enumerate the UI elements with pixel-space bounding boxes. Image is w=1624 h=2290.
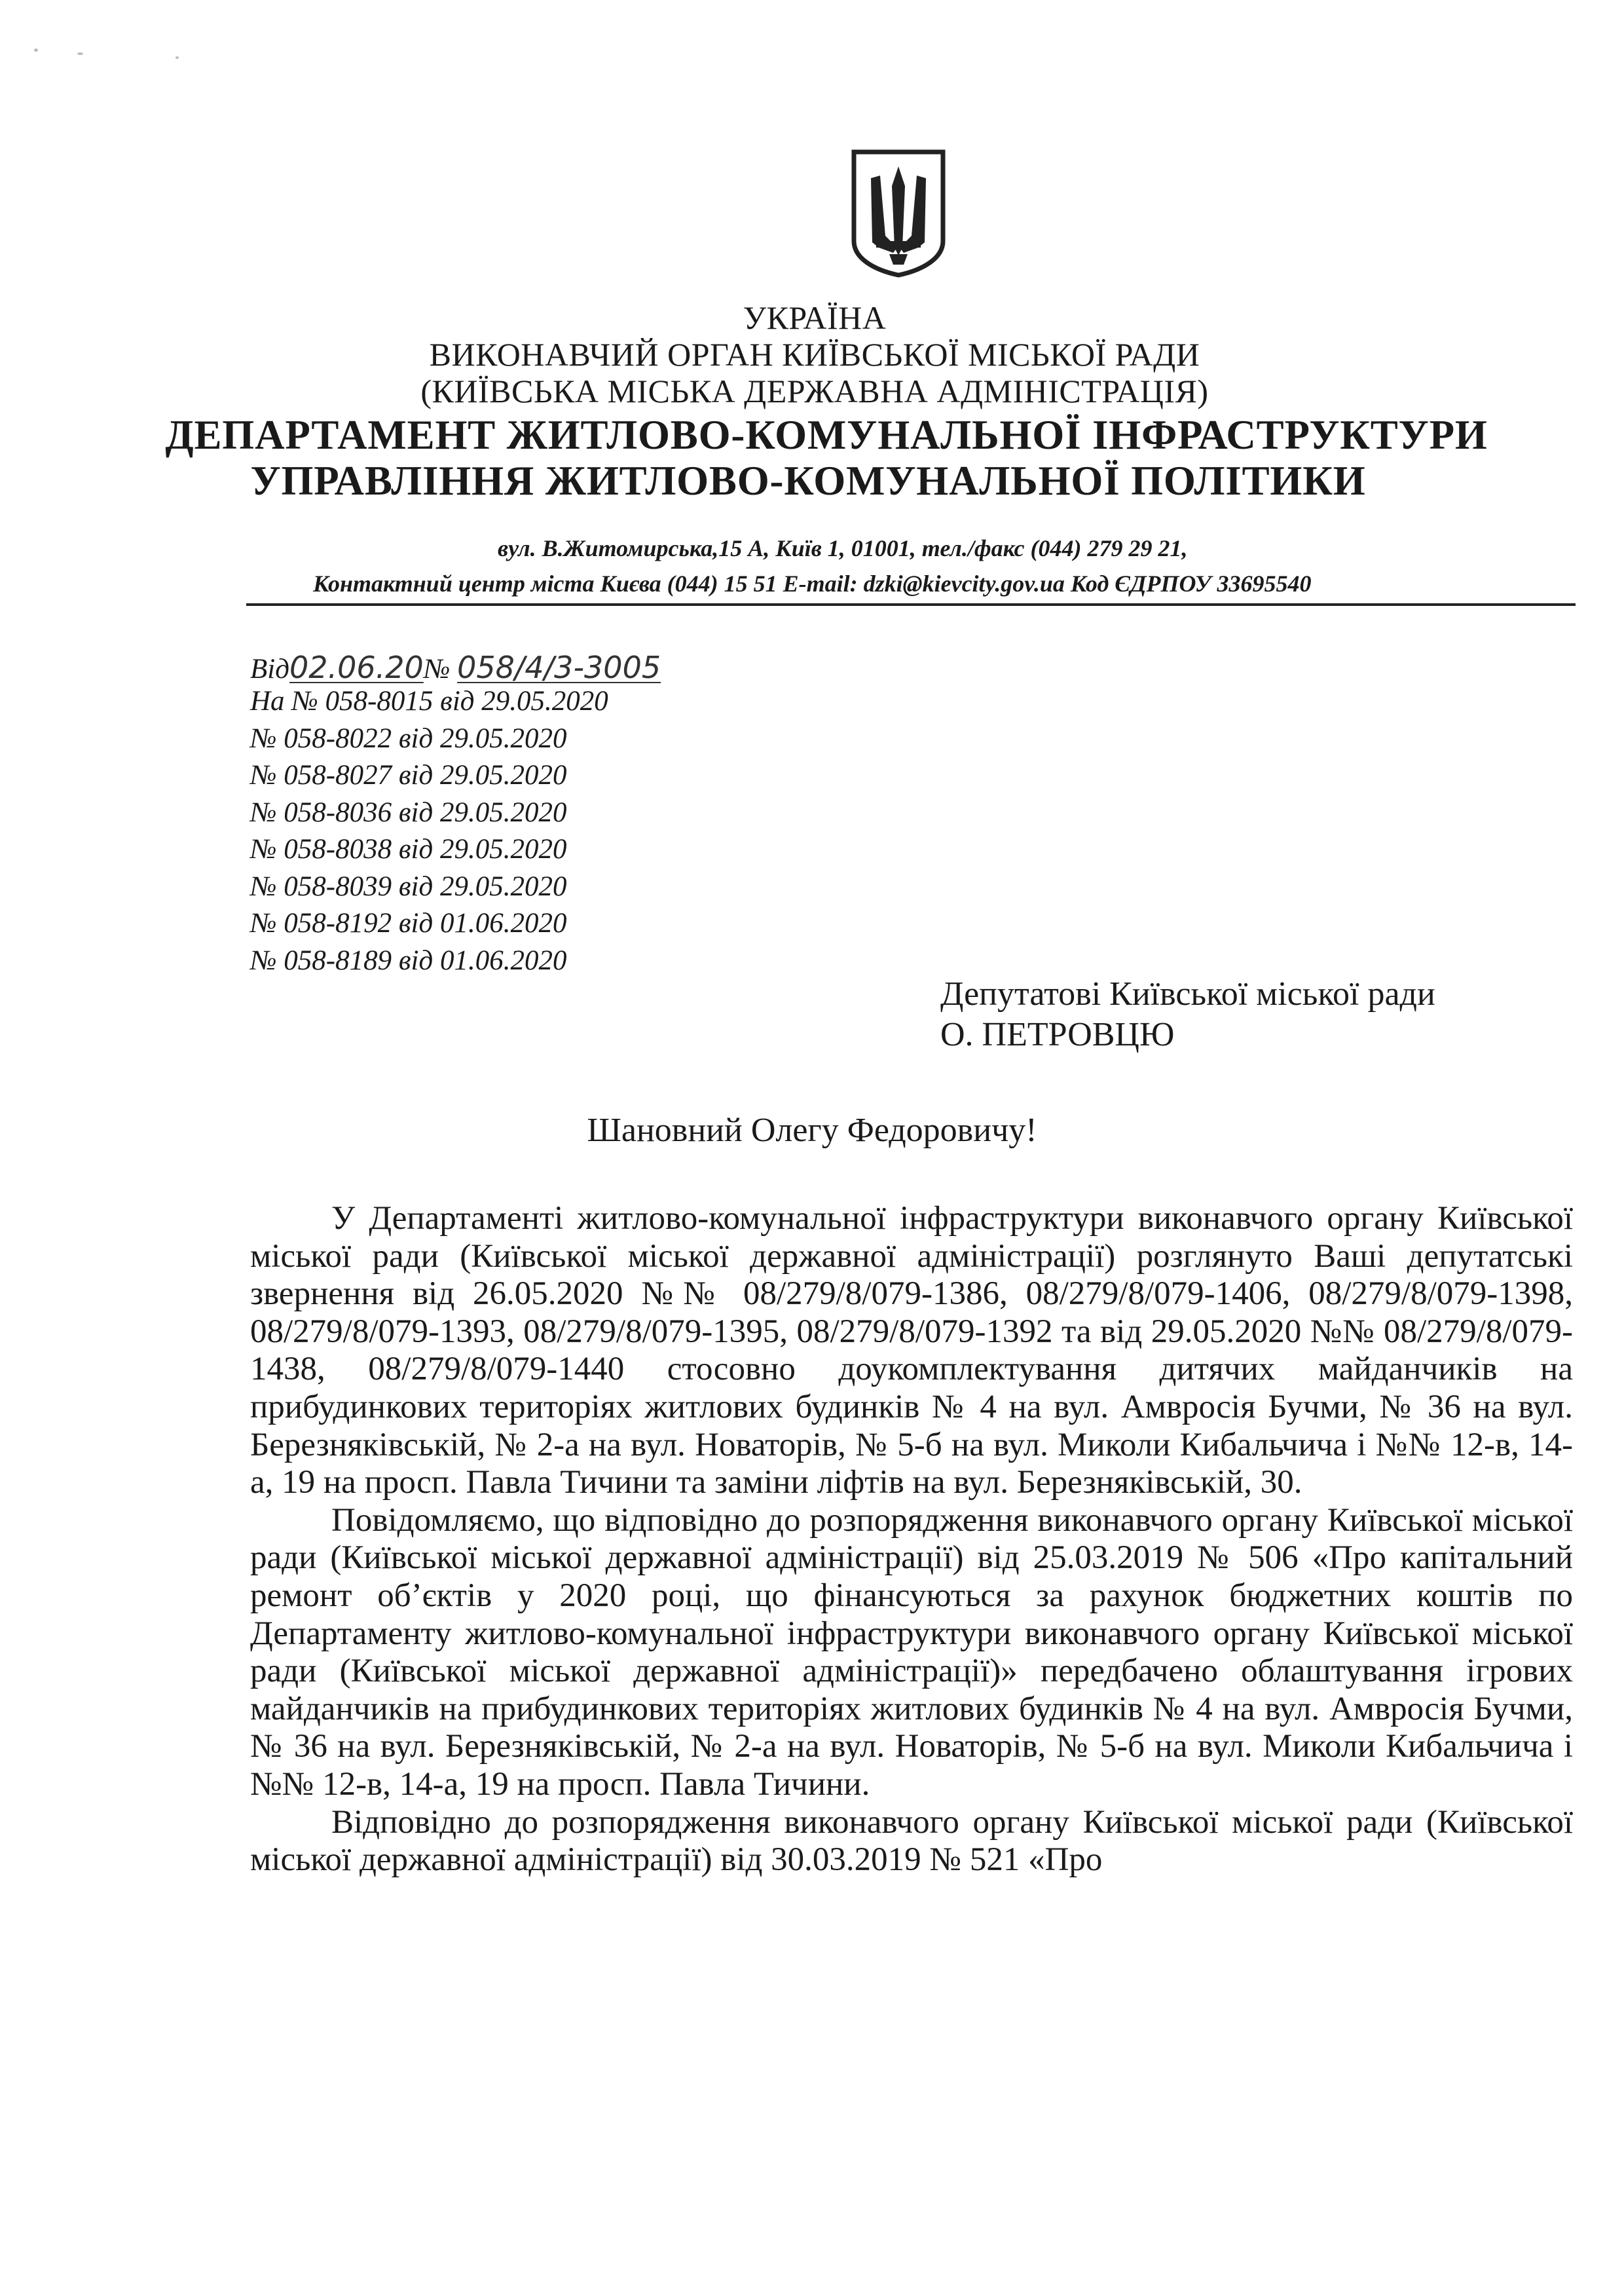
- administration-name: (КИЇВСЬКА МІСЬКА ДЕРЖАВНА АДМІНІСТРАЦІЯ): [420, 373, 1209, 409]
- number-prefix: №: [423, 654, 451, 685]
- address-line: вул. В.Житомирська,15 А, Київ 1, 01001, тел./факс (044) 279 29 21,: [498, 535, 1188, 561]
- salutation: Шановний Олегу Федоровичу!: [587, 1112, 1037, 1149]
- outgoing-reference: [250, 650, 661, 685]
- incoming-reference: № 058-8189 від 01.06.2020: [250, 945, 567, 976]
- handwritten-number: 058/4/3-3005: [457, 650, 661, 685]
- incoming-reference: № 058-8022 від 29.05.2020: [250, 723, 567, 754]
- scan-artifact: [77, 52, 83, 55]
- body-paragraph: Повідомляємо, що відповідно до розпорядження виконавчого органу Київської міської ради (Київської міської державної адміністрації) від 25.03.2019 № 506 «Про капітальний ремонт об’єктів у 2020 році, що фінансуються за рахунок бюджетних коштів по Департаменту житлово-комунальної інфраструктури виконавчого органу Київської міської ради (Київської міської державної адміністрації)» передбачено облаштування ігрових майданчиків на прибудинкових територіях житлових будинків № 4 на вул. Амвросія Бучми, № 36 на вул. Березняківській, № 2-а на вул. Новаторів, № 5-б на вул. Миколи Кибальчича і №№ 12-в, 14-а, 19 на просп. Павла Тичини.: [250, 1501, 1573, 1803]
- contact-line: Контактний центр міста Києва (044) 15 51 E-mail: dzki@kievcity.gov.ua Код ЄДРПОУ 33695540: [313, 571, 1312, 597]
- addressee-name: О. ПЕТРОВЦЮ: [940, 1016, 1175, 1053]
- incoming-reference: № 058-8038 від 29.05.2020: [250, 834, 567, 865]
- scan-artifact: [34, 48, 38, 52]
- department-name: ДЕПАРТАМЕНТ ЖИТЛОВО-КОМУНАЛЬНОЇ ІНФРАСТРУКТУРИ: [165, 412, 1488, 458]
- header-divider: [246, 603, 1576, 606]
- executive-body-name: ВИКОНАВЧИЙ ОРГАН КИЇВСЬКОЇ МІСЬКОЇ РАДИ: [429, 336, 1200, 373]
- country-name: УКРАЇНА: [743, 299, 887, 336]
- trident-coat-of-arms-icon: [850, 149, 947, 278]
- body-paragraph: У Департаменті житлово-комунальної інфраструктури виконавчого органу Київської міської ради (Київської міської державної адміністрації) розглянуто Ваші депутатські звернення від 26.05.2020 №№ 08/279/8/079-1386, 08/279/8/079-1406, 08/279/8/079-1398, 08/279/8/079-1393, 08/279/8/079-1395, 08/279/8/079-1392 та від 29.05.2020 №№ 08/279/8/079-1438, 08/279/8/079-1440 стосовно доукомплектування дитячих майданчиків на прибудинкових територіях житлових будинків № 4 на вул. Амвросія Бучми, № 36 на вул. Березняківській, № 2-а на вул. Новаторів, № 5-б на вул. Миколи Кибальчича і №№ 12-в, 14-а, 19 на просп. Павла Тичини та заміни ліфтів на вул. Березняківській, 30.: [250, 1200, 1573, 1501]
- scan-artifact: [175, 56, 179, 59]
- division-name: УПРАВЛІННЯ ЖИТЛОВО-КОМУНАЛЬНОЇ ПОЛІТИКИ: [250, 458, 1366, 504]
- handwritten-date: 02.06.20: [289, 650, 424, 685]
- incoming-reference: № 058-8036 від 29.05.2020: [250, 797, 567, 828]
- addressee-title: Депутатові Київської міської ради: [940, 975, 1435, 1013]
- incoming-reference: № 058-8039 від 29.05.2020: [250, 871, 567, 902]
- incoming-reference: № 058-8192 від 01.06.2020: [250, 908, 567, 939]
- body-paragraph: Відповідно до розпорядження виконавчого органу Київської міської ради (Київської міської державної адміністрації) від 30.03.2019 № 521 «Про: [250, 1803, 1573, 1879]
- incoming-reference: На № 058-8015 від 29.05.2020: [250, 686, 608, 717]
- incoming-reference: № 058-8027 від 29.05.2020: [250, 760, 567, 791]
- letter-body: [250, 1200, 1573, 1879]
- date-prefix: Від: [250, 654, 289, 685]
